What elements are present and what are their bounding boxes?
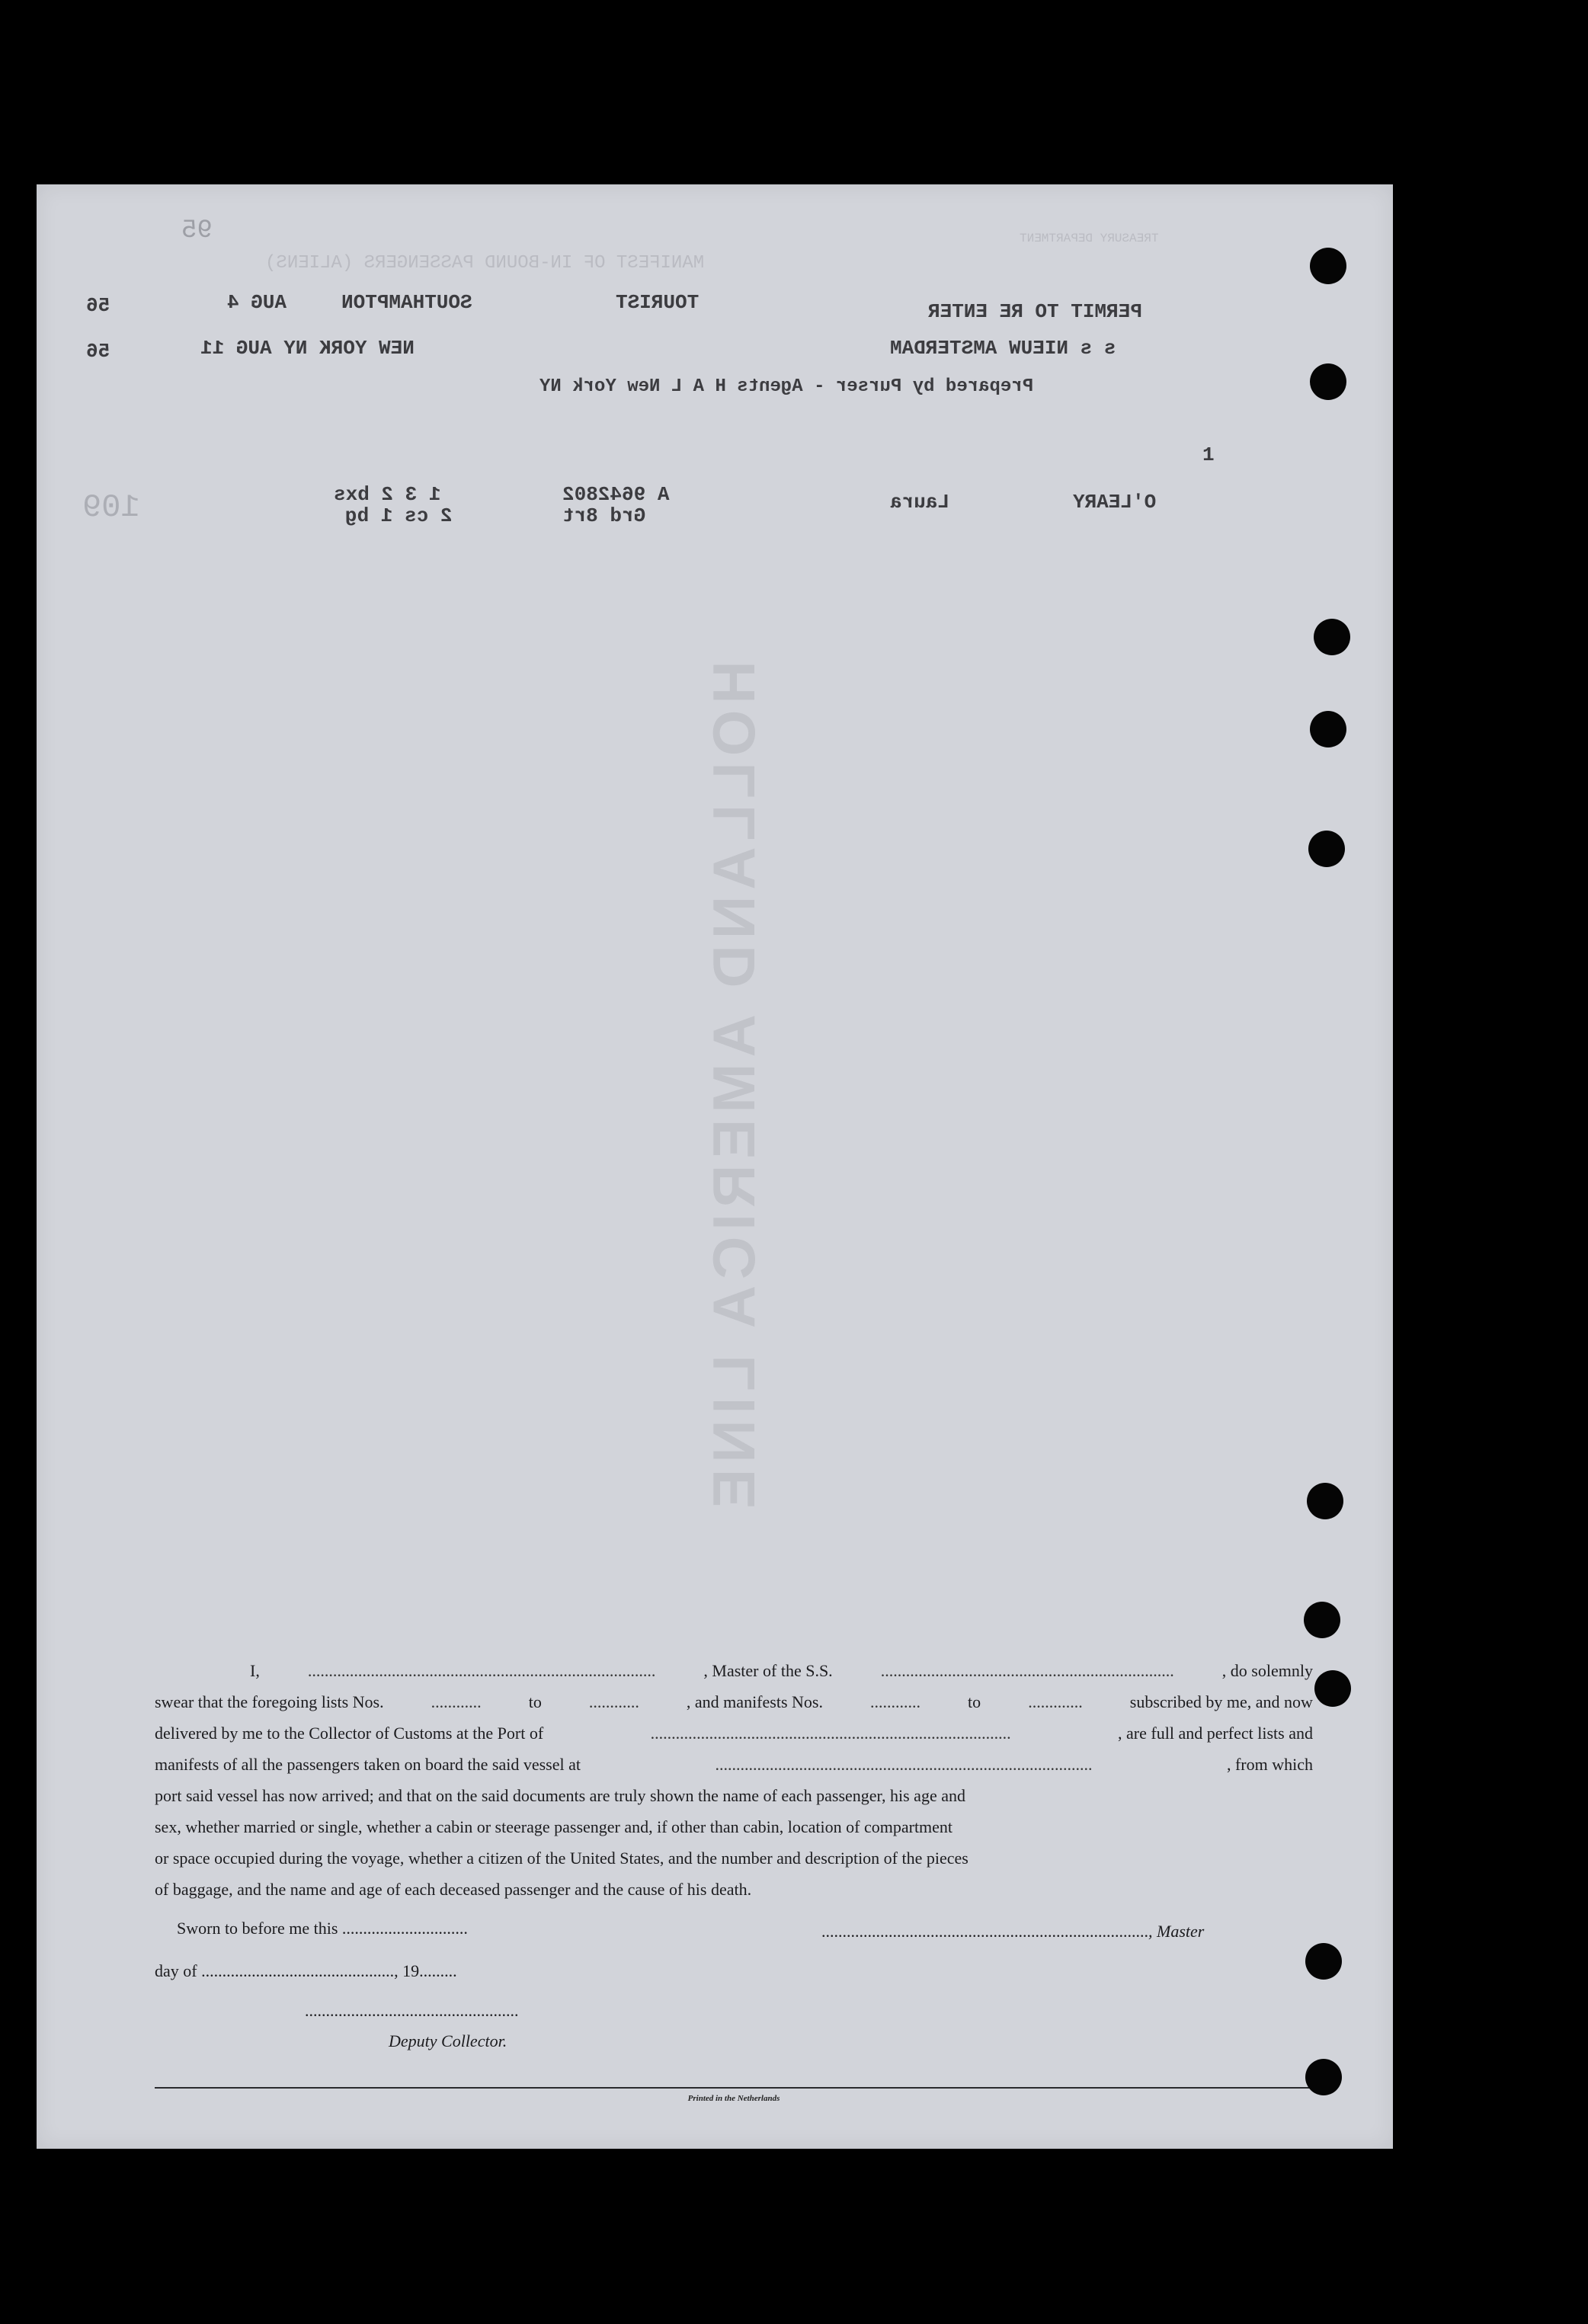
oath-text: of baggage, and the name and age of each deceased passenger and the cause of his death.: [155, 1880, 752, 1899]
manifest-sheet: [37, 184, 1393, 2149]
oath-text: or space occupied during the voyage, whether a citizen of the United States, and the number and description of the pieces: [155, 1849, 968, 1868]
year-prefix: , 19: [394, 1961, 420, 1980]
master-line: .............................................................................., Master: [821, 1922, 1205, 1941]
departure-date: AUG 4: [227, 291, 287, 314]
oath-text: , are full and perfect lists and: [1118, 1724, 1313, 1743]
arrival-info: NEW YORK NY AUG 11: [200, 337, 415, 360]
binder-hole: [1310, 711, 1346, 747]
binder-hole: [1308, 831, 1345, 867]
binder-hole: [1314, 619, 1350, 655]
sworn-label: Sworn to before me this: [177, 1919, 338, 1938]
permit-line: PERMIT TO RE ENTER: [928, 300, 1142, 323]
oath-text: port said vessel has now arrived; and that on the said documents are truly shown the name of each passenger, his age and: [155, 1786, 965, 1805]
binder-hole: [1305, 1943, 1342, 1980]
oath-line-2: swear that the foregoing lists Nos. ............ to ............ , and manifests Nos. ............ to ............. subscribed by me, and now: [155, 1686, 1313, 1717]
holland-america-stamp: HOLLAND AMERICA LINE: [700, 661, 767, 1515]
passenger-surname: O'LEARY: [1073, 491, 1157, 514]
sworn-line: Sworn to before me this ..............................: [177, 1919, 468, 1938]
footer-rule: [155, 2087, 1313, 2089]
master-label: , Master: [1148, 1922, 1205, 1941]
printed-in-netherlands: Printed in the Netherlands: [687, 2094, 780, 2103]
oath-text: manifests of all the passengers taken on board the said vessel at: [155, 1755, 581, 1774]
passenger-document-note: Grd 8rt: [562, 504, 646, 527]
departure-port: SOUTHAMPTON: [341, 291, 472, 314]
oath-text: subscribed by me, and now: [1129, 1692, 1313, 1711]
line-number: 1: [1202, 443, 1215, 466]
departure-year: 56: [86, 294, 110, 317]
passenger-given-name: Laura: [890, 491, 950, 514]
oath-text: delivered by me to the Collector of Customs at the Port of: [155, 1724, 544, 1743]
oath-line-6: [155, 1811, 1313, 1842]
corner-number: 95: [181, 216, 213, 245]
oath-text: to: [968, 1692, 981, 1711]
oath-line-4: manifests of all the passengers taken on board the said vessel at .......................................................................................... , from which: [155, 1749, 1313, 1780]
oath-line-3: delivered by me to the Collector of Customs at the Port of ...................................................................................... , are full and perfect lists and: [155, 1717, 1313, 1749]
oath-text: , from which: [1226, 1755, 1313, 1774]
page-number: 109: [82, 489, 140, 526]
oath-block: [155, 1655, 1313, 1905]
oath-line-1: I, ................................................................................... , Master of the S.S. ...................................................................... , do solemnly: [155, 1655, 1313, 1686]
binder-hole: [1304, 1602, 1340, 1638]
oath-line-5: [155, 1780, 1313, 1811]
dept-ghost: TREASURY DEPARTMENT: [1020, 232, 1159, 245]
binder-hole: [1305, 2059, 1342, 2095]
arrival-year: 56: [86, 340, 110, 363]
oath-text: , do solemnly: [1221, 1661, 1313, 1680]
binder-hole: [1314, 1670, 1351, 1707]
oath-text: swear that the foregoing lists Nos.: [155, 1692, 384, 1711]
vessel-name: s s NIEUW AMSTERDAM: [890, 337, 1116, 360]
deputy-collector-label: Deputy Collector.: [389, 2031, 507, 2050]
deputy-dots: ...................................................: [305, 2001, 519, 2020]
oath-text: to: [528, 1692, 542, 1711]
passenger-baggage-2: 2 cs 1 bg: [345, 504, 453, 527]
oath-text: I,: [250, 1661, 260, 1680]
binder-hole: [1310, 248, 1346, 284]
oath-line-8: [155, 1874, 1313, 1905]
manifest-title-ghost: MANIFEST OF IN-BOUND PASSENGERS (ALIENS): [265, 253, 705, 274]
binder-hole: [1310, 363, 1346, 400]
oath-text: , Master of the S.S.: [703, 1661, 833, 1680]
day-of-label: day of: [155, 1961, 197, 1980]
oath-text: sex, whether married or single, whether a cabin or steerage passenger and, if other than cabin, location of compartment: [155, 1817, 953, 1836]
prepared-by: Prepared by Purser - Agents H A L New York NY: [539, 376, 1034, 397]
oath-text: , and manifests Nos.: [686, 1692, 823, 1711]
travel-class: TOURIST: [616, 291, 700, 314]
passenger-baggage-1: 1 3 2 bxs: [334, 483, 441, 506]
passenger-document: A 9642802: [562, 483, 670, 506]
oath-line-7: [155, 1842, 1313, 1874]
binder-hole: [1307, 1483, 1343, 1519]
day-line: day of .............................................., 19.........: [155, 1961, 457, 1980]
